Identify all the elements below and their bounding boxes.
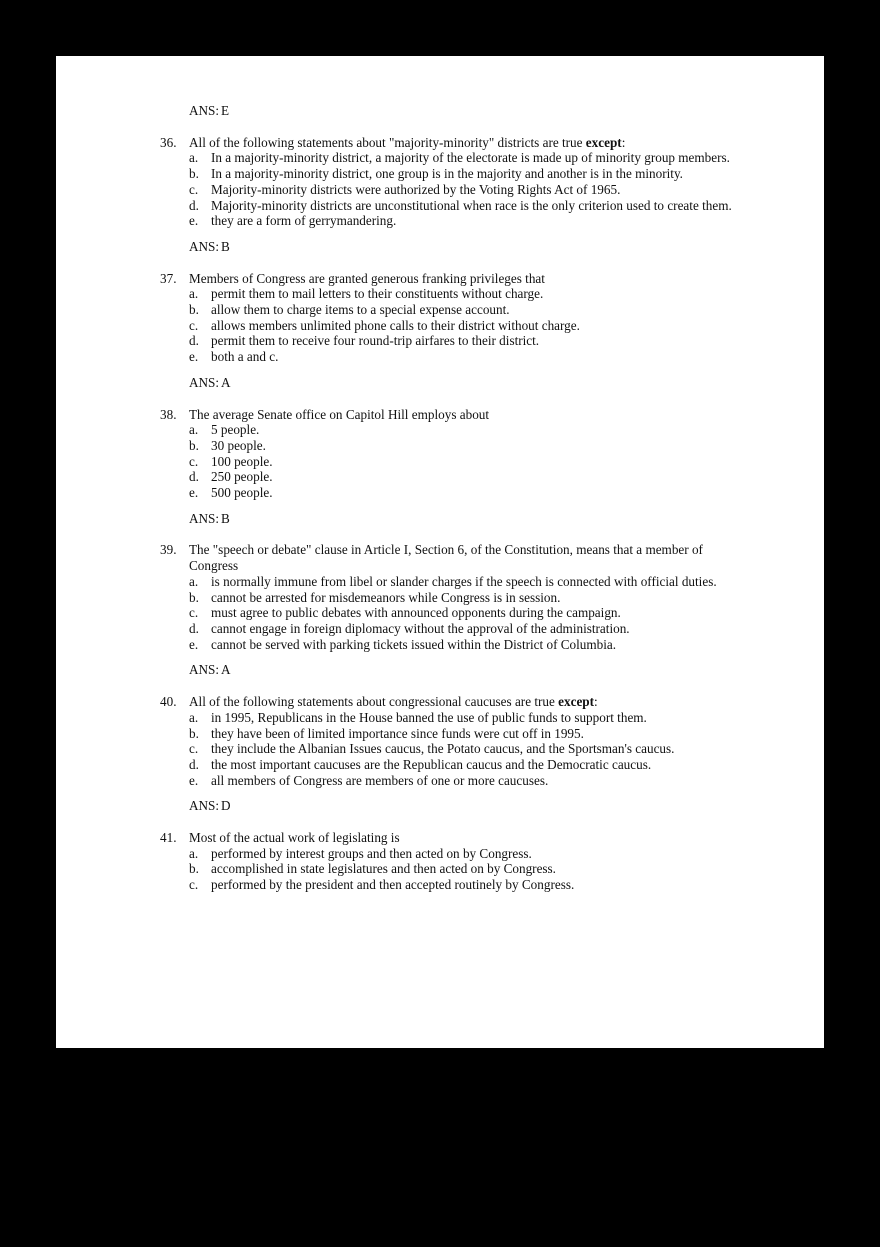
option-text: 250 people. [211,469,273,485]
option-e [160,213,740,229]
option-text: cannot be served with parking tickets issued within the District of Columbia. [211,636,617,652]
option-a [160,574,740,590]
option-text: permit them to receive four round-trip airfares to their district. [211,333,540,349]
option-letter: a. [189,422,199,438]
question-text [189,135,740,151]
option-list [160,574,740,653]
question-stem [160,694,740,710]
question-text [189,407,740,423]
option-e [160,773,740,789]
option-text: permit them to mail letters to their constituents without charge. [211,286,544,302]
question-40 [160,694,740,788]
question-38 [160,407,740,501]
option-text: Majority-minority districts were authorized by the Voting Rights Act of 1965. [211,181,621,197]
option-letter: b. [189,589,199,605]
option-text: In a majority-minority district, a majority of the electorate is made up of minority group members. [211,150,730,166]
question-37 [160,271,740,365]
option-d [160,757,740,773]
option-text: 100 people. [211,453,273,469]
answer-line [160,798,740,814]
question-number: 38. [160,406,177,422]
option-list [160,150,740,229]
option-letter: e. [189,636,199,652]
option-text: is normally immune from libel or slander charges if the speech is connected with official duties. [211,573,717,589]
answer-label: ANS: [189,510,220,526]
stem-text-end: : [621,134,626,150]
option-letter: c. [189,605,199,621]
question-stem [160,542,740,573]
question-number: 40. [160,694,177,710]
option-a [160,846,740,862]
option-letter: d. [189,756,199,772]
option-letter: e. [189,772,199,788]
option-c [160,741,740,757]
option-text: 30 people. [211,437,266,453]
option-letter: a. [189,709,199,725]
stem-emphasis: except [558,694,595,710]
option-letter: c. [189,741,199,757]
answer-value: B [221,238,230,254]
question-stem [160,830,740,846]
answer-label: ANS: [189,374,220,390]
option-b [160,438,740,454]
question-41 [160,830,740,893]
option-letter: b. [189,725,199,741]
option-letter: b. [189,166,199,182]
stem-text: The average Senate office on Capitol Hill employs about [189,406,490,422]
option-d [160,333,740,349]
option-letter: b. [189,437,199,453]
option-letter: b. [189,861,199,877]
option-b [160,166,740,182]
question-number: 36. [160,134,177,150]
option-b [160,726,740,742]
option-text: performed by the president and then accepted routinely by Congress. [211,877,575,893]
question-number: 37. [160,270,177,286]
option-text: In a majority-minority district, one group is in the majority and another is in the minority. [211,166,683,182]
question-36 [160,135,740,229]
option-d [160,621,740,637]
question-stem [160,135,740,151]
option-letter: c. [189,453,199,469]
option-text: they have been of limited importance since funds were cut off in 1995. [211,725,584,741]
question-stem [160,407,740,423]
question-number: 41. [160,830,177,846]
option-letter: b. [189,302,199,318]
option-list [160,846,740,893]
option-c [160,182,740,198]
answer-line [160,239,740,255]
stem-text: Most of the actual work of legislating is [189,830,400,846]
option-text: accomplished in state legislatures and then acted on by Congress. [211,861,556,877]
answer-label: ANS: [189,798,220,814]
option-letter: d. [189,620,199,636]
option-text: all members of Congress are members of one or more caucuses. [211,772,549,788]
stem-text: All of the following statements about congressional caucuses are true [189,694,559,710]
answer-value: B [221,510,230,526]
option-b [160,302,740,318]
option-text: Majority-minority districts are unconstitutional when race is the only criterion used to create them. [211,197,732,213]
option-a [160,422,740,438]
option-letter: a. [189,573,199,589]
option-text: the most important caucuses are the Republican caucus and the Democratic caucus. [211,756,652,772]
question-number: 39. [160,542,177,558]
answer-value: A [221,374,231,390]
option-letter: c. [189,317,199,333]
option-text: allow them to charge items to a special expense account. [211,302,510,318]
option-text: they are a form of gerrymandering. [211,213,397,229]
option-letter: a. [189,150,199,166]
stem-text: The "speech or debate" clause in Article I, Section 6, of the Constitution, means that a member of Congress [189,542,703,574]
answer-value: A [221,662,231,678]
option-e [160,485,740,501]
option-letter: a. [189,286,199,302]
stem-emphasis: except [585,134,622,150]
option-c [160,318,740,334]
answer-line [160,103,740,119]
option-letter: c. [189,877,199,893]
question-stem [160,271,740,287]
answer-label: ANS: [189,103,220,118]
stem-text: Members of Congress are granted generous franking privileges that [189,270,545,286]
option-d [160,469,740,485]
answer-label: ANS: [189,662,220,678]
answer-value: D [221,798,231,814]
option-a [160,286,740,302]
document-page [56,56,824,1048]
option-text: must agree to public debates with announced opponents during the campaign. [211,605,621,621]
option-letter: d. [189,469,199,485]
option-letter: e. [189,485,199,501]
option-text: cannot engage in foreign diplomacy without the approval of the administration. [211,620,630,636]
option-letter: c. [189,181,199,197]
answer-line [160,511,740,527]
option-letter: d. [189,197,199,213]
option-letter: d. [189,333,199,349]
question-text [189,542,740,573]
option-a [160,150,740,166]
option-text: 5 people. [211,422,260,438]
option-text: they include the Albanian Issues caucus, the Potato caucus, and the Sportsman's caucus. [211,741,675,757]
option-letter: e. [189,349,199,365]
stem-text-end: : [594,694,598,710]
option-b [160,590,740,606]
option-e [160,637,740,653]
page-content [160,103,740,903]
option-text: performed by interest groups and then acted on by Congress. [211,845,532,861]
option-a [160,710,740,726]
question-39 [160,542,740,652]
question-text [189,694,740,710]
stem-text: All of the following statements about "majority-minority" districts are true [189,134,586,150]
option-c [160,877,740,893]
option-text: in 1995, Republicans in the House banned the use of public funds to support them. [211,709,647,725]
option-c [160,454,740,470]
option-b [160,861,740,877]
option-list [160,286,740,365]
option-text: allows members unlimited phone calls to their district without charge. [211,317,580,333]
option-c [160,605,740,621]
option-list [160,422,740,501]
answer-label: ANS: [189,238,220,254]
option-e [160,349,740,365]
option-letter: e. [189,213,199,229]
question-text [189,271,740,287]
option-list [160,710,740,789]
option-d [160,198,740,214]
answer-line [160,662,740,678]
option-text: both a and c. [211,349,279,365]
option-text: 500 people. [211,485,273,501]
question-text [189,830,740,846]
answer-line [160,375,740,391]
option-letter: a. [189,845,199,861]
answer-value: E [221,103,230,118]
option-text: cannot be arrested for misdemeanors while Congress is in session. [211,589,561,605]
